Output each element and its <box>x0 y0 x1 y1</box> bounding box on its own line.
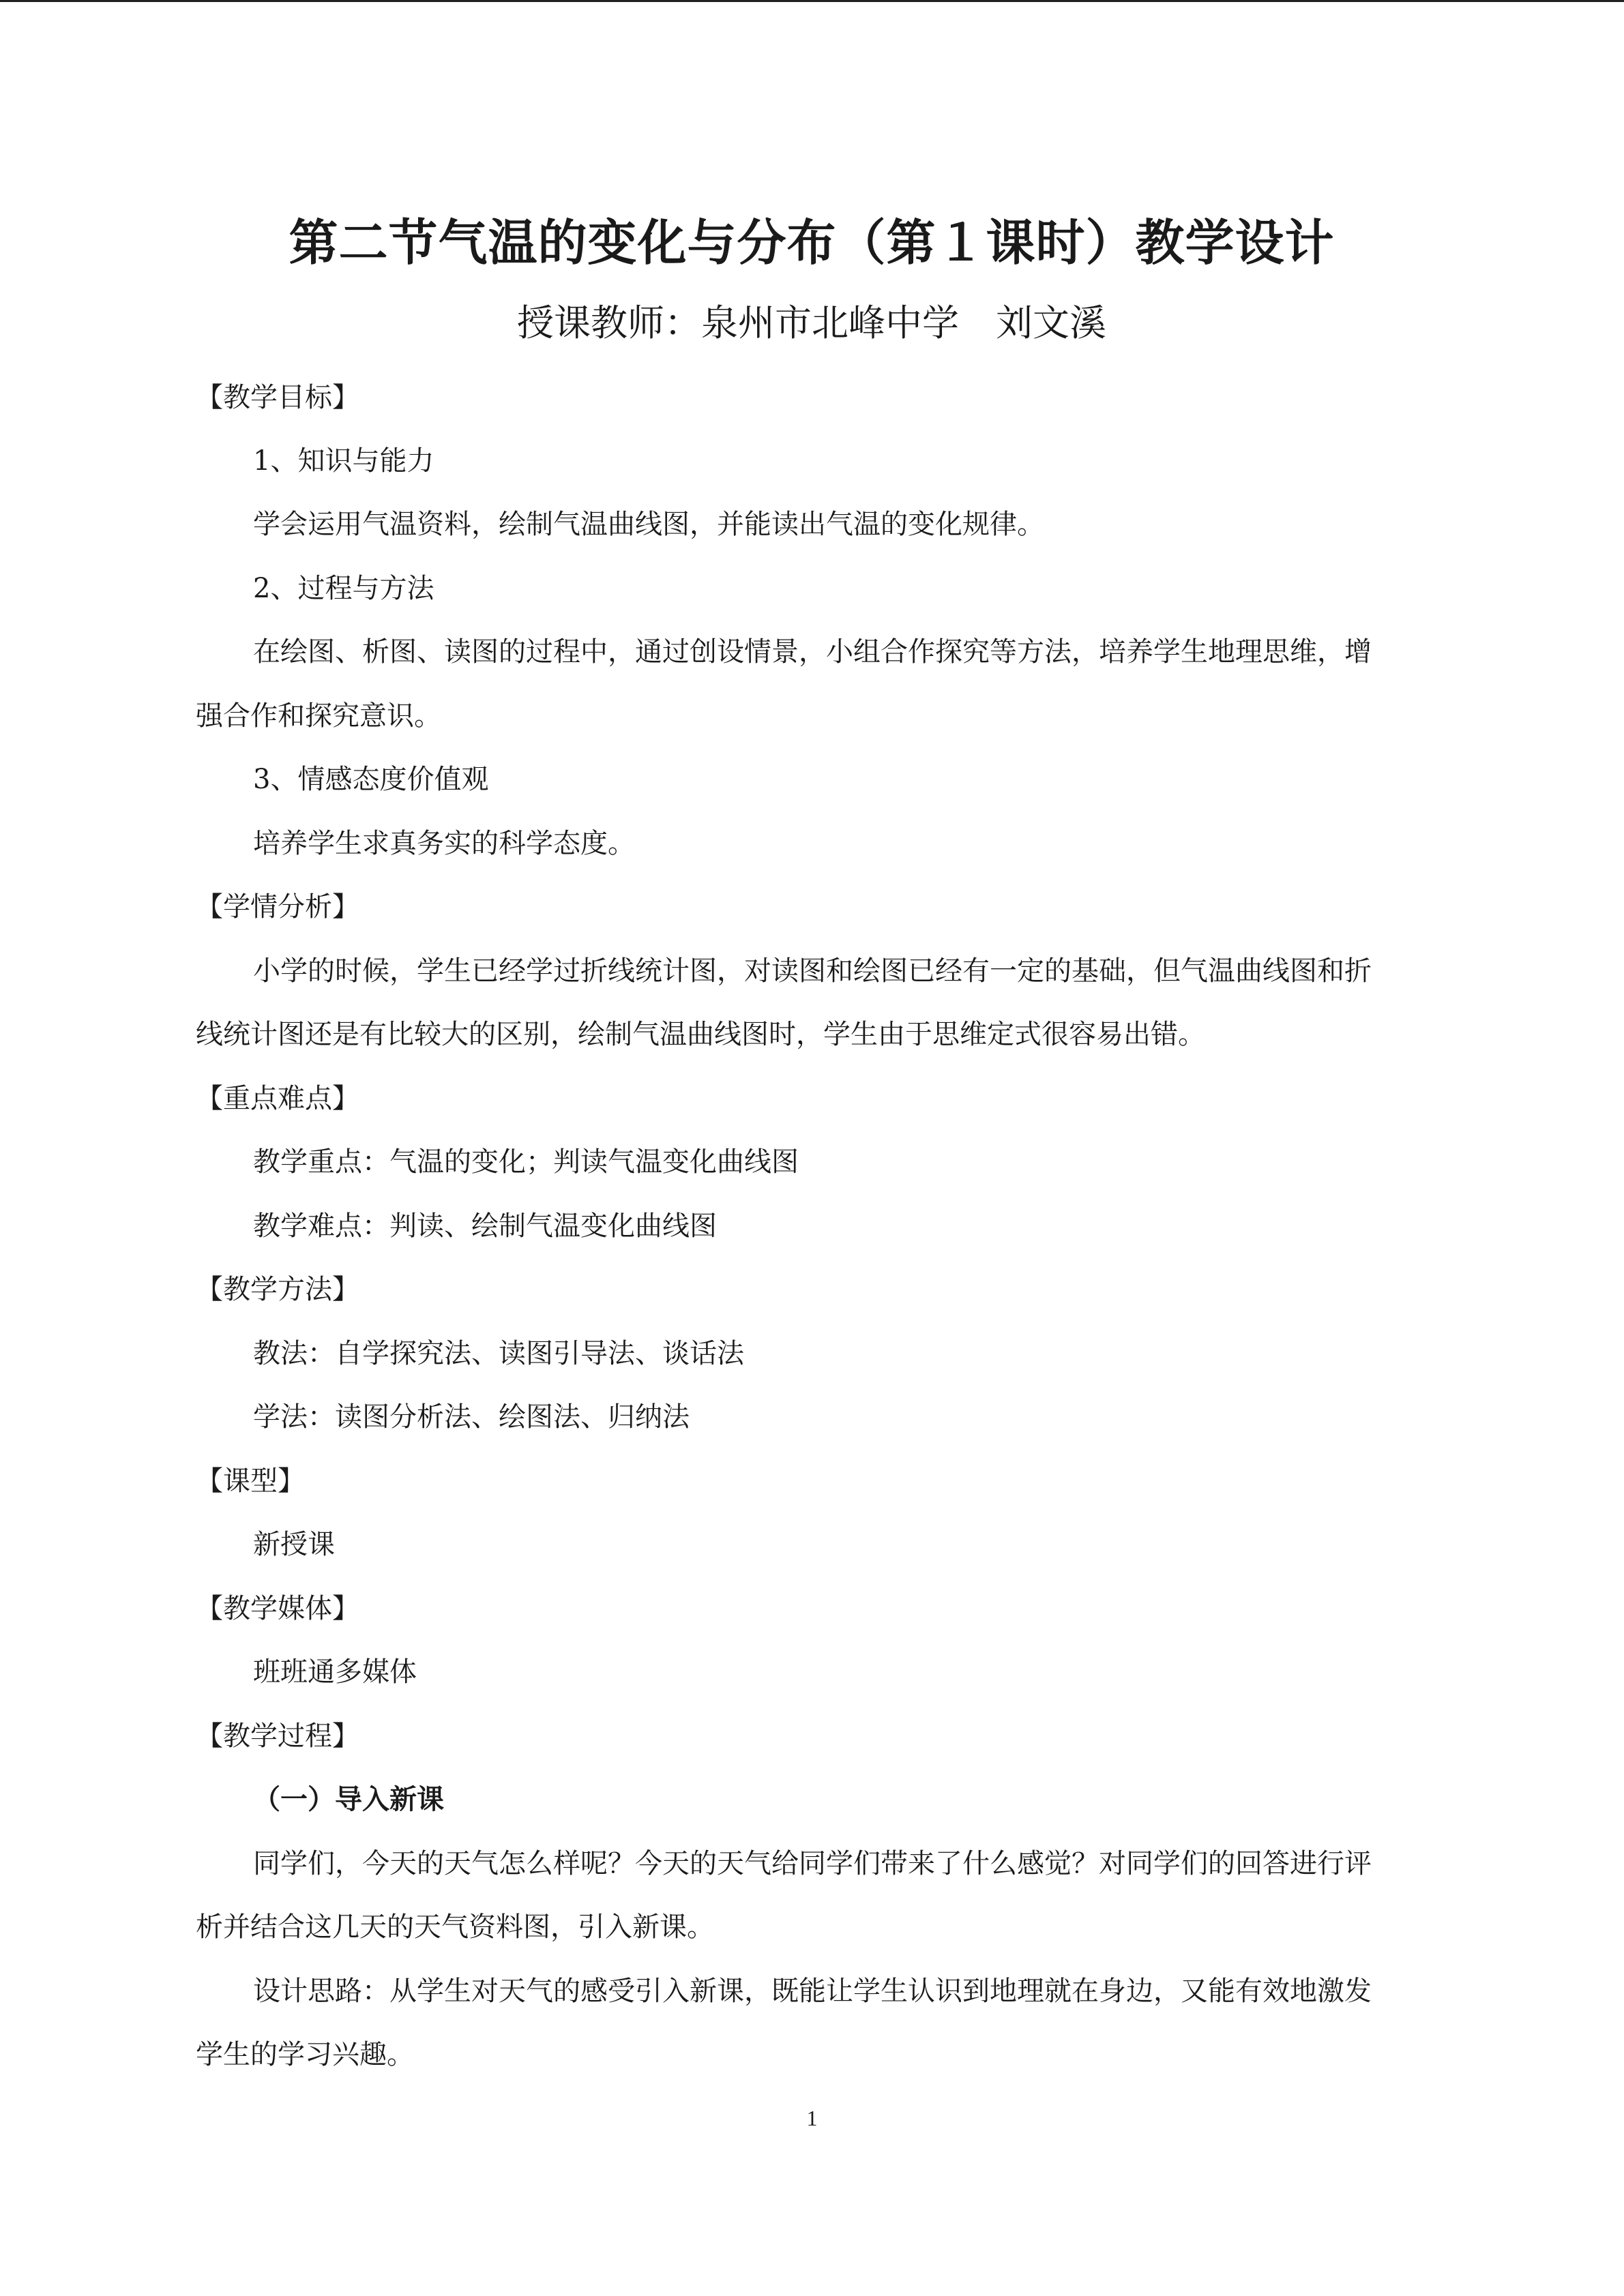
heading-key-difficulties: 【重点难点】 <box>196 1083 359 1114</box>
goal-knowledge-text: 学会运用气温资料，绘制气温曲线图，并能读出气温的变化规律。 <box>253 509 1044 540</box>
heading-teaching-process: 【教学过程】 <box>196 1720 359 1752</box>
lesson-type-text: 新授课 <box>253 1529 335 1560</box>
heading-student-analysis: 【学情分析】 <box>196 891 359 923</box>
heading-teaching-goals: 【教学目标】 <box>196 382 359 413</box>
heading-teaching-methods: 【教学方法】 <box>196 1274 359 1305</box>
design-idea-text-2: 学生的学习兴趣。 <box>196 2039 414 2070</box>
key-point-text: 教学重点：气温的变化；判读气温变化曲线图 <box>253 1146 799 1178</box>
introduction-text-1: 同学们，今天的天气怎么样呢？今天的天气给同学们带来了什么感觉？对同学们的回答进行评 <box>253 1848 1372 1879</box>
student-analysis-text-2: 线统计图还是有比较大的区别，绘制气温曲线图时，学生由于思维定式很容易出错。 <box>196 1019 1205 1050</box>
process-step-introduction: （一）导入新课 <box>253 1783 444 1815</box>
document-subtitle: 授课教师：泉州市北峰中学 刘文溪 <box>517 301 1106 344</box>
goal-process-method: 2、过程与方法 <box>253 573 434 604</box>
document-title: 第二节气温的变化与分布（第１课时）教学设计 <box>289 213 1335 271</box>
goal-process-text-2: 强合作和探究意识。 <box>196 700 441 732</box>
goal-attitude-text: 培养学生求真务实的科学态度。 <box>253 828 635 859</box>
introduction-text-2: 析并结合这几天的天气资料图，引入新课。 <box>196 1911 714 1943</box>
teaching-media-text: 班班通多媒体 <box>253 1656 417 1688</box>
heading-lesson-type: 【课型】 <box>196 1465 305 1497</box>
heading-teaching-media: 【教学媒体】 <box>196 1593 359 1624</box>
difficulty-text: 教学难点：判读、绘制气温变化曲线图 <box>253 1210 717 1242</box>
goal-process-text-1: 在绘图、析图、读图的过程中，通过创设情景，小组合作探究等方法，培养学生地理思维，增 <box>253 636 1372 668</box>
student-analysis-text-1: 小学的时候，学生已经学过折线统计图，对读图和绘图已经有一定的基础，但气温曲线图和折 <box>253 955 1372 987</box>
goal-knowledge-ability: 1、知识与能力 <box>253 445 434 477</box>
goal-attitude-values: 3、情感态度价值观 <box>253 764 489 795</box>
teaching-method-text: 教法：自学探究法、读图引导法、谈话法 <box>253 1338 744 1369</box>
design-idea-text-1: 设计思路：从学生对天气的感受引入新课，既能让学生认识到地理就在身边，又能有效地激发 <box>253 1976 1372 2007</box>
learning-method-text: 学法：读图分析法、绘图法、归纳法 <box>253 1401 690 1433</box>
page-number: 1 <box>806 2106 818 2130</box>
